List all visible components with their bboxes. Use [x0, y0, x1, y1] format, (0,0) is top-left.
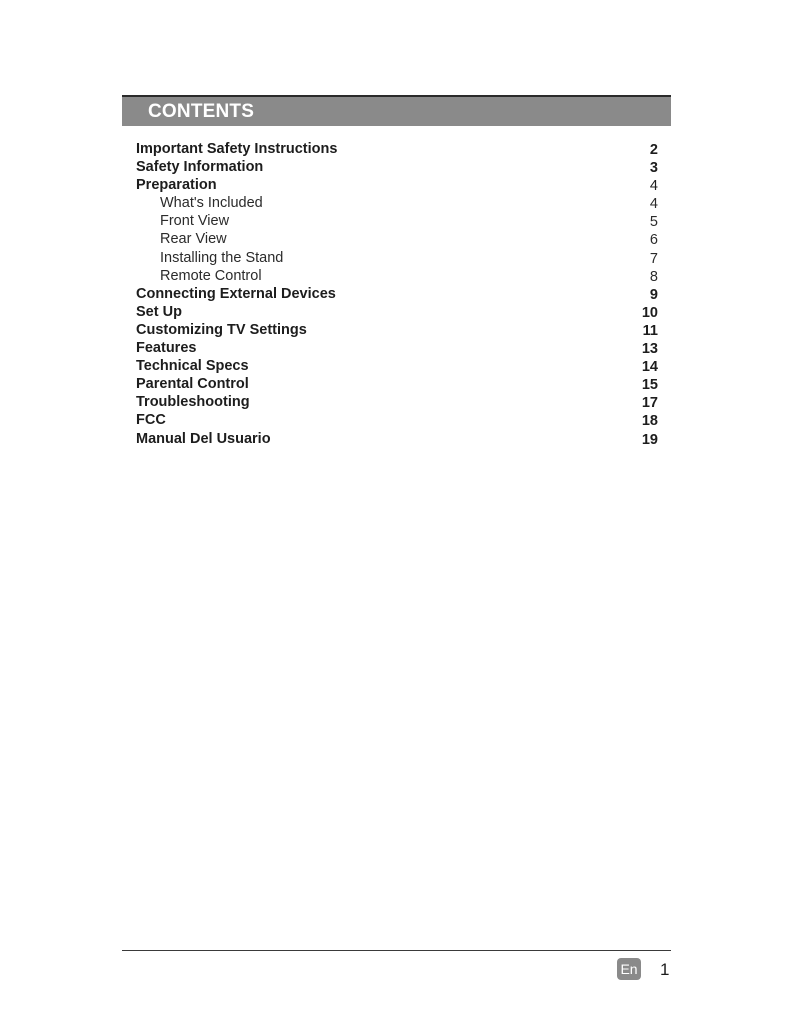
toc-entry-features[interactable]: [136, 339, 658, 357]
toc-entry-page: 17: [641, 395, 658, 412]
toc-subentry-remote-control[interactable]: [136, 267, 658, 285]
toc-entry-page: 10: [641, 304, 658, 321]
toc-entry-set-up[interactable]: [136, 303, 658, 321]
toc-entry-label: Preparation: [136, 177, 217, 194]
toc-subentry-rear-view[interactable]: [136, 230, 658, 248]
toc-entry-label: Troubleshooting: [136, 394, 250, 411]
toc-subentry-whats-included[interactable]: [136, 194, 658, 212]
toc-entry-label: Installing the Stand: [160, 249, 284, 266]
toc-entry-manual-del-usuario[interactable]: [136, 430, 658, 448]
toc-entry-label: Parental Control: [136, 376, 249, 393]
toc-entry-label: Set Up: [136, 303, 182, 320]
toc-entry-label: Technical Specs: [136, 358, 249, 375]
toc-subentry-front-view[interactable]: [136, 212, 658, 230]
toc-entry-label: Remote Control: [160, 267, 262, 284]
table-of-contents: [136, 140, 658, 448]
toc-entry-preparation[interactable]: [136, 176, 658, 194]
toc-subentry-installing-the-stand[interactable]: [136, 249, 658, 267]
toc-entry-page: 9: [649, 286, 658, 303]
toc-entry-page: 8: [649, 268, 658, 285]
contents-title: CONTENTS: [148, 101, 255, 122]
toc-entry-page: 6: [649, 232, 658, 249]
toc-entry-label: Features: [136, 340, 197, 357]
footer-rule: [122, 950, 671, 951]
page-number: 1: [660, 960, 670, 979]
toc-entry-important-safety-instructions[interactable]: [136, 140, 658, 158]
toc-entry-page: 15: [641, 377, 658, 394]
toc-entry-page: 3: [649, 160, 658, 177]
toc-entry-label: Connecting External Devices: [136, 285, 336, 302]
language-badge: En: [617, 958, 641, 980]
toc-entry-page: 11: [642, 322, 658, 339]
toc-entry-technical-specs[interactable]: [136, 357, 658, 375]
toc-entry-page: 19: [641, 431, 658, 448]
toc-entry-page: 4: [649, 196, 658, 213]
toc-entry-troubleshooting[interactable]: [136, 393, 658, 411]
toc-entry-label: Important Safety Instructions: [136, 141, 338, 157]
toc-entry-fcc[interactable]: [136, 411, 658, 429]
toc-entry-label: Safety Information: [136, 159, 264, 176]
toc-entry-parental-control[interactable]: [136, 375, 658, 393]
toc-entry-page: 18: [641, 413, 658, 430]
toc-entry-page: 2: [649, 142, 658, 158]
toc-entry-label: FCC: [136, 412, 166, 429]
toc-entry-label: Customizing TV Settings: [136, 321, 307, 338]
toc-entry-connecting-external-devices[interactable]: [136, 285, 658, 303]
toc-entry-page: 5: [649, 214, 658, 231]
toc-entry-page: 7: [649, 250, 658, 267]
toc-entry-page: 4: [649, 178, 658, 195]
toc-entry-customizing-tv-settings[interactable]: [136, 321, 658, 339]
toc-entry-page: 14: [641, 359, 658, 376]
toc-entry-label: Rear View: [160, 231, 227, 248]
toc-entry-page: 13: [641, 341, 658, 358]
toc-entry-safety-information[interactable]: [136, 158, 658, 176]
toc-entry-label: What's Included: [160, 195, 263, 212]
toc-entry-label: Front View: [160, 213, 230, 230]
toc-entry-label: Manual Del Usuario: [136, 430, 271, 447]
